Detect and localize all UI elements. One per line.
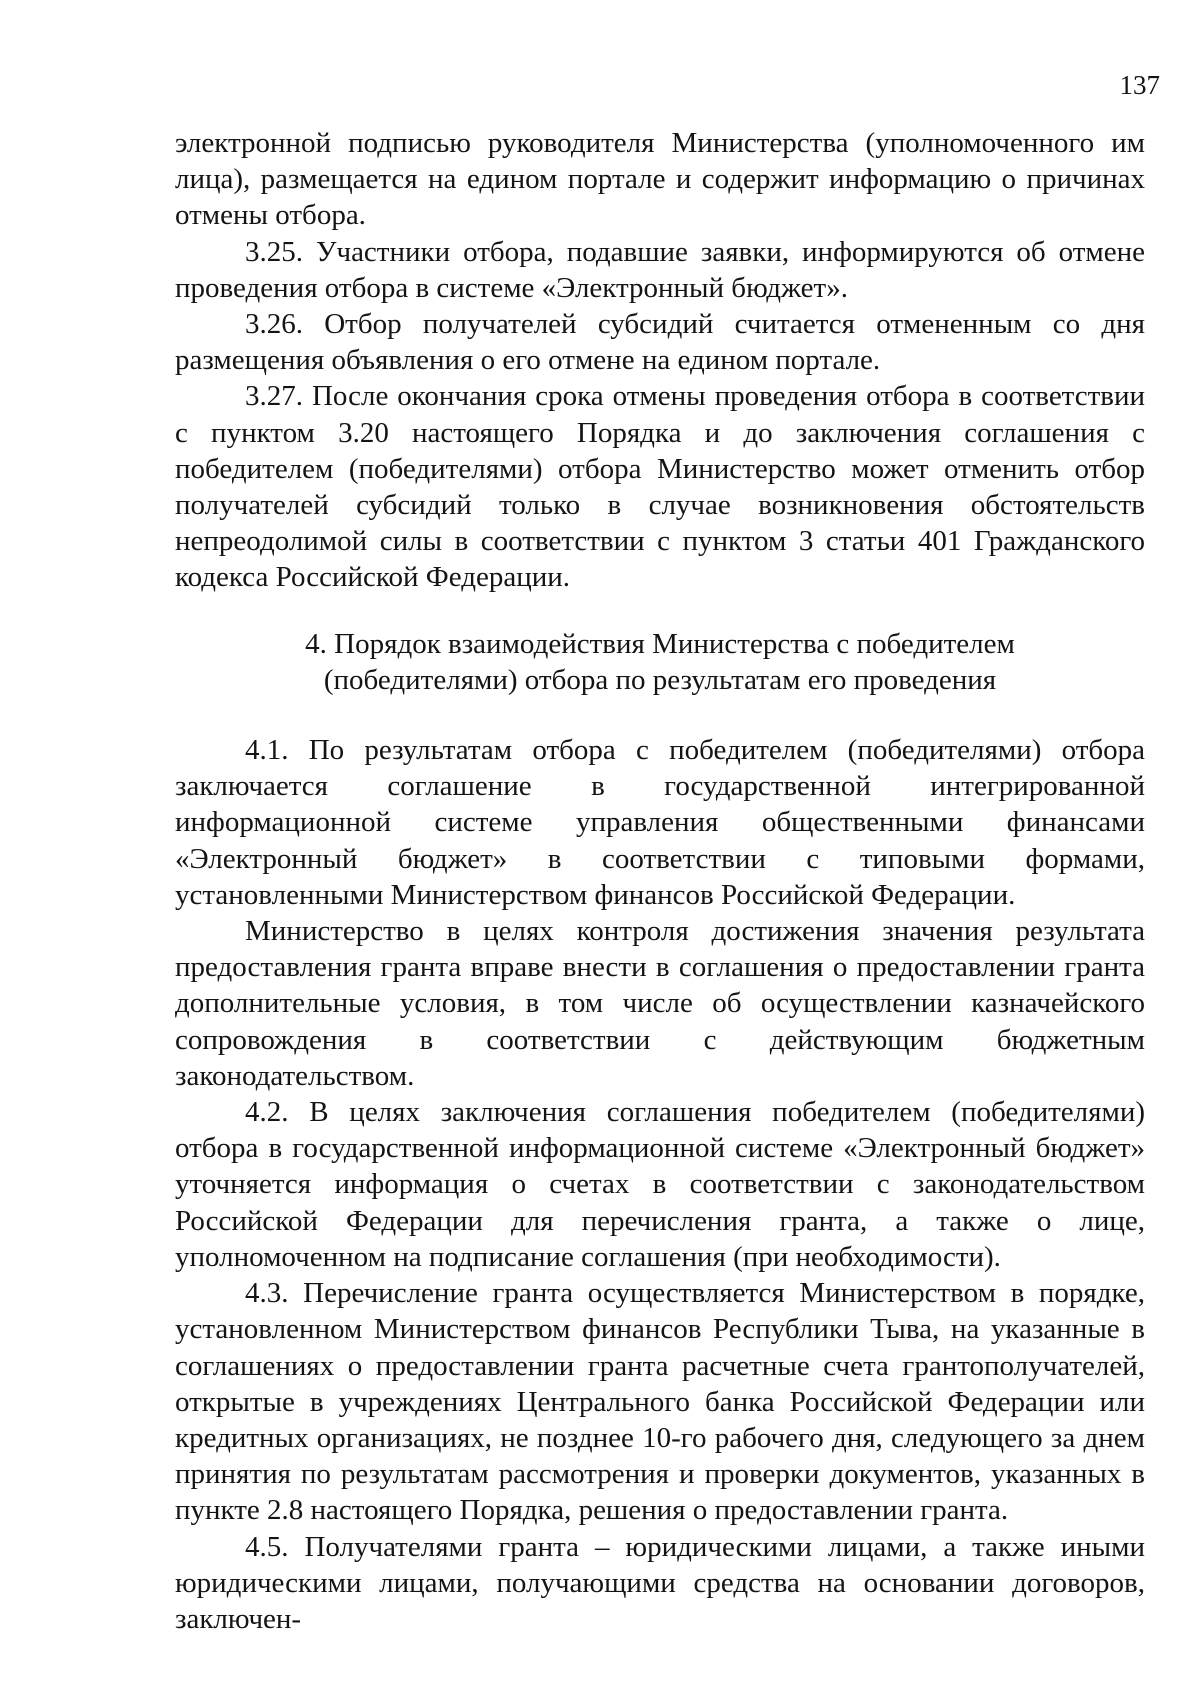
- paragraph-4-5: 4.5. Получателями гранта – юридическими лицами, а также иными юридическими лицами, получающими средства на основании договоров, заключен-: [175, 1530, 1145, 1635]
- paragraph-3-27: 3.27. После окончания срока отмены проведения отбора в соответствии с пунктом 3.20 настоящего Порядка и до заключения соглашения с победителем (победителями) отбора Министерство может отменить отбор получателей субсидий только в случае возникновения обстоятельств непреодолимой силы в соответствии с пунктом 3 статьи 401 Гражданского кодекса Российской Федерации.: [175, 380, 1145, 594]
- page-number: 137: [1119, 70, 1160, 100]
- section-heading-line-2: (победителями) отбора по результатам его проведения: [323, 663, 997, 696]
- section-heading-line-1: 4. Порядок взаимодействия Министерства с победителем: [305, 627, 1015, 660]
- paragraph-4-3: 4.3. Перечисление гранта осуществляется Министерством в порядке, установленном Министерством финансов Республики Тыва, на указанные в соглашениях о предоставлении гранта расчетные счета грантополучателей, открытые в учреждениях Центрального банка Российской Федерации или кредитных организациях, не позднее 10-го рабочего дня, следующего за днем принятия по результатам рассмотрения и проверки документов, указанных в пункте 2.8 настоящего Порядка, решения о предоставлении гранта.: [175, 1277, 1145, 1527]
- document-body: [175, 125, 1145, 1637]
- section-heading: [175, 626, 1145, 698]
- paragraph-continuation: электронной подписью руководителя Министерства (уполномоченного им лица), размещается на едином портале и содержит информацию о причинах отмены отбора.: [175, 127, 1145, 232]
- paragraph-4-1-ministry: Министерство в целях контроля достижения значения результата предоставления гранта вправе внести в соглашения о предоставлении гранта дополнительные условия, в том числе об осуществлении казначейского сопровождения в соответствии с действующим бюджетным законодательством.: [175, 915, 1145, 1092]
- paragraph-4-1: 4.1. По результатам отбора с победителем (победителями) отбора заключается соглашение в государственной интегрированной информационной системе управления общественными финансами «Электронный бюджет» в соответствии с типовыми формами, установленными Министерством финансов Российской Федерации.: [175, 734, 1145, 911]
- paragraph-3-25: 3.25. Участники отбора, подавшие заявки, информируются об отмене проведения отбора в системе «Электронный бюджет».: [175, 235, 1145, 304]
- paragraph-4-2: 4.2. В целях заключения соглашения победителем (победителями) отбора в государственной информационной системе «Электронный бюджет» уточняется информация о счетах в соответствии с законодательством Российской Федерации для перечисления гранта, а также о лице, уполномоченном на подписание соглашения (при необходимости).: [175, 1096, 1145, 1273]
- paragraph-3-26: 3.26. Отбор получателей субсидий считается отмененным со дня размещения объявления о его отмене на едином портале.: [175, 308, 1145, 377]
